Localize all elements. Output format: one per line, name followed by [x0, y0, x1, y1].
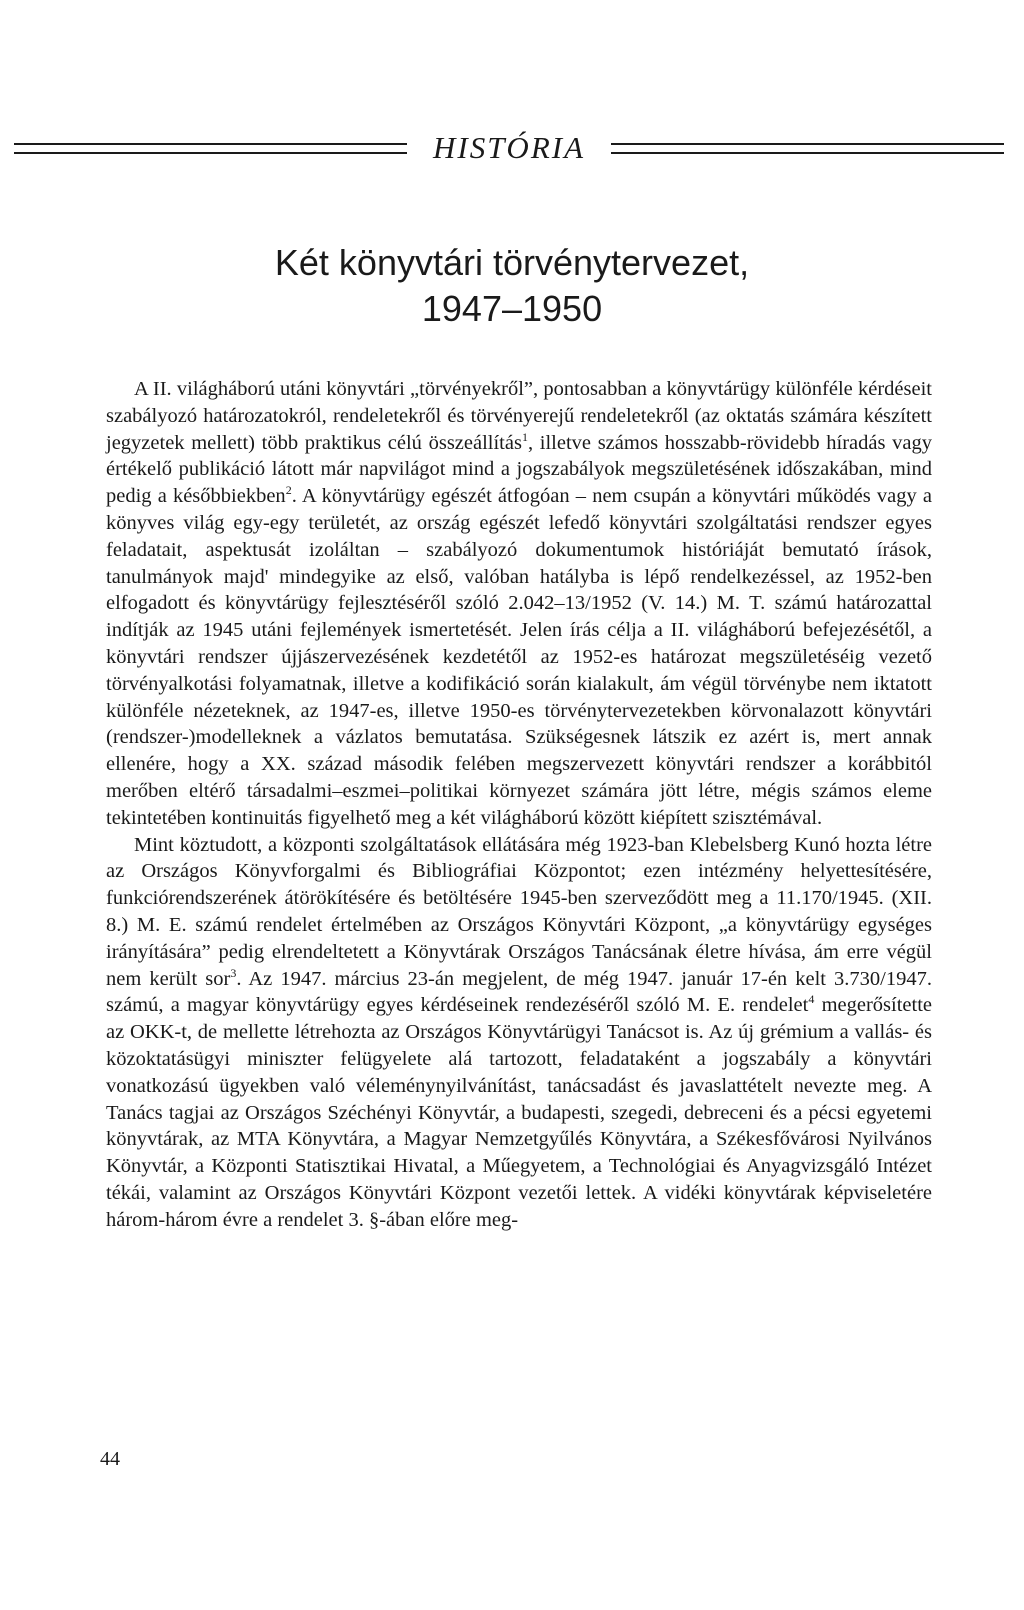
article-body	[106, 376, 932, 1234]
page-number: 44	[100, 1448, 120, 1470]
body-paragraph	[106, 376, 932, 832]
section-header	[14, 126, 1004, 170]
paragraph-text: megerősítette az OKK-t, de mellette létrehozta az Országos Könyvtárügyi Tanácsot is. Az új grémium a vallás- és közoktatásügyi miniszter felügyelete alá tartozott, feladataként a jogszabály a könyvtári vonatkozású ügyekben való véleménynyilvánítást, tanácsadást és javaslattételt nevezte meg. A Tanács tagjai az Országos Széchényi Könyvtár, a budapesti, szegedi, debreceni és a pécsi egyetemi könyvtárak, az MTA Könyvtára, a Magyar Nemzetgyűlés Könyvtára, a Székesfővárosi Nyilvános Könyvtár, a Központi Statisztikai Hivatal, a Műegyetem, a Technológiai és Anyagvizsgáló Intézet tékái, valamint az Országos Könyvtári Központ vezetői lettek. A vidéki könyvtárak képviseletére három-három évre a rendelet 3. §-ában előre meg-	[106, 994, 932, 1231]
paragraph-text: . Az 1947. március 23-án megjelent, de még 1947. január 17-én kelt 3.730/1947. számú, a magyar könyvtárügy egyes kérdéseinek rendezéséről szóló M. E. rendelet	[106, 967, 932, 1017]
footnote-marker: 2	[285, 483, 292, 498]
body-paragraph	[106, 832, 932, 1234]
paragraph-text: Mint köztudott, a központi szolgáltatások ellátására még 1923-ban Klebelsberg Kunó hozta létre az Országos Könyvforgalmi és Bibliográfiai Központot; ezen intézmény helyettesítésére, funkciórendszerének átörökítésére és betöltésére 1945-ben szerveződött meg a 11.170/1945. (XII. 8.) M. E. számú rendelet értelmében az Országos Könyvtári Központ, „a könyvtárügy egységes irányítására” pedig elrendeltetett a Könyvtárak Országos Tanácsának életre hívása, ám erre végül nem került sor	[106, 833, 932, 990]
section-title: HISTÓRIA	[432, 130, 586, 165]
footnote-marker: 4	[808, 992, 815, 1007]
paragraph-text: A II. világháború utáni könyvtári „törvényekről”, pontosabban a könyvtárügy különféle kérdéseit szabályozó határozatokról, rendeletekről és törvényerejű rendeletekről (az oktatás számára készített jegyzetek mellett) több praktikus célú összeállítás	[106, 378, 932, 454]
article-title-line-2: 1947–1950	[421, 288, 603, 329]
article-title	[0, 240, 1024, 332]
header-rule-left	[14, 143, 407, 154]
paragraph-text: . A könyvtárügy egészét átfogóan – nem csupán a könyvtári működés vagy a könyves világ egy-egy területét, az ország egészét lefedő könyvtári szolgáltatási rendszer egyes feladatait, aspektusát izoláltan – szabályozó dokumentumok históriáját bemutató írások, tanulmányok majd' mindegyike az első, valóban hatályba is lépő rendelkezéssel, az 1952-ben elfogadott és könyvtárügy fejlesztéséről szóló 2.042–13/1952 (V. 14.) M. T. számú határozattal indítják az 1945 utáni fejlemények ismertetését. Jelen írás célja a II. világháború befejezésétől, a könyvtári rendszer újjászervezésének kezdetétől az 1952-es határozat megszületéséig vezető törvényalkotási folyamatnak, illetve a kodifikáció során kialakult, ám végül törvénybe nem iktatott különféle nézeteknek, az 1947-es, illetve 1950-es törvénytervezetekben körvonalazott könyvtári (rendszer-)modelleknek a vázlatos bemutatása. Szükségesnek látszik ez azért is, mert annak ellenére, hogy a XX. század második felében megszervezett könyvtári rendszer a korábbitól merőben eltérő társadalmi–eszmei–politikai környezet számára jött létre, mégis számos eleme tekintetében kontinuitás figyelhető meg a két világháború között kiépített szisztémával.	[106, 485, 932, 829]
header-rule-right	[611, 143, 1004, 154]
footnote-marker: 1	[521, 429, 528, 444]
paragraph-text: , illetve számos hosszabb-rövidebb híradás vagy értékelő publikáció látott már napvilágot mind a jogszabályok megszületésének időszakában, mind pedig a későbbiekben	[106, 431, 932, 508]
footnote-marker: 3	[230, 965, 237, 980]
article-title-line-1: Két könyvtári törvénytervezet,	[274, 242, 750, 283]
